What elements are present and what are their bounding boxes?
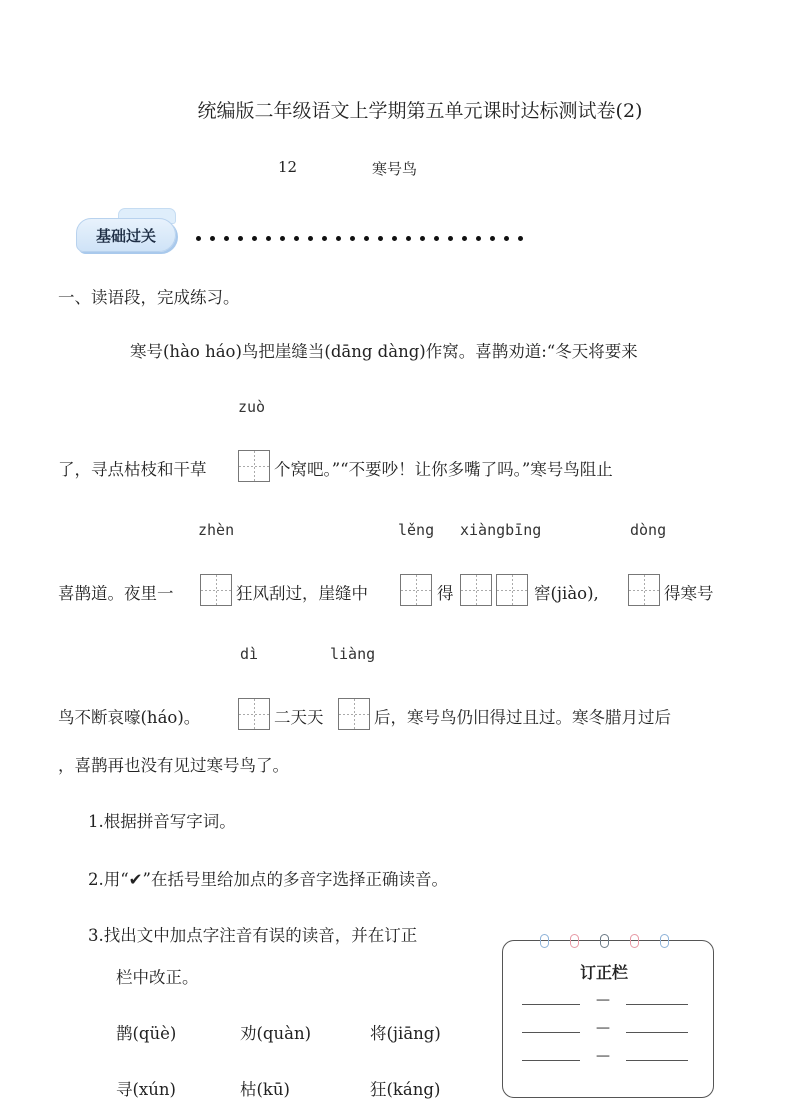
answer-line[interactable] bbox=[626, 1032, 688, 1033]
answer-box[interactable] bbox=[238, 450, 270, 482]
reading-item: 鹊(qüè) bbox=[116, 1024, 177, 1043]
pin-icon bbox=[570, 934, 579, 948]
pin-icon bbox=[540, 934, 549, 948]
pin-icon bbox=[660, 934, 669, 948]
reading-item: 劝(quàn) bbox=[240, 1024, 312, 1043]
subquestion-3: 3.找出文中加点字注音有误的读音，并在订正 bbox=[88, 926, 418, 945]
answer-line[interactable] bbox=[626, 1004, 688, 1005]
passage-line-4b: 二天天 bbox=[274, 708, 324, 727]
dotted-divider bbox=[196, 236, 523, 241]
lesson-number: 12 bbox=[278, 158, 298, 176]
pinyin-dong: dòng bbox=[630, 521, 667, 539]
passage-line-3a: 喜鹊道。夜里一 bbox=[58, 584, 174, 603]
question1-heading: 一、读语段，完成练习。 bbox=[58, 288, 240, 307]
passage-line-4a: 鸟不断哀嚎(háo)。 bbox=[58, 708, 201, 727]
separator: — bbox=[596, 1020, 610, 1036]
section-badge: 基础过关 bbox=[76, 218, 176, 252]
answer-box[interactable] bbox=[200, 574, 232, 606]
pin-icon bbox=[600, 934, 609, 948]
pinyin-zhen: zhèn bbox=[198, 521, 235, 539]
subquestion-2: 2.用“✔”在括号里给加点的多音字选择正确读音。 bbox=[88, 870, 448, 889]
pinyin-zuo: zuò bbox=[238, 398, 266, 416]
answer-line[interactable] bbox=[522, 1032, 580, 1033]
lesson-name: 寒号鸟 bbox=[372, 160, 418, 178]
passage-line-5: ，喜鹊再也没有见过寒号鸟了。 bbox=[58, 756, 289, 775]
correction-card-title: 订正栏 bbox=[580, 963, 629, 982]
pinyin-liang: liàng bbox=[330, 645, 376, 663]
answer-line[interactable] bbox=[626, 1060, 688, 1061]
passage-line-1: 寒号(hào háo)鸟把崖缝当(dāng dàng)作窝。喜鹊劝道:“冬天将要来 bbox=[130, 342, 638, 361]
reading-item: 狂(káng) bbox=[370, 1080, 441, 1099]
answer-box[interactable] bbox=[496, 574, 528, 606]
separator: — bbox=[596, 992, 610, 1008]
page-title: 统编版二年级语文上学期第五单元课时达标测试卷(2) bbox=[197, 100, 643, 122]
answer-box[interactable] bbox=[460, 574, 492, 606]
separator: — bbox=[596, 1048, 610, 1064]
answer-line[interactable] bbox=[522, 1060, 580, 1061]
passage-line-3d: 窖(jiào), bbox=[534, 584, 599, 603]
pinyin-di: dì bbox=[240, 645, 259, 663]
answer-box[interactable] bbox=[238, 698, 270, 730]
answer-line[interactable] bbox=[522, 1004, 580, 1005]
passage-line-2b: 个窝吧。”“不要吵！让你多嘴了吗。”寒号鸟阻止 bbox=[274, 460, 613, 479]
reading-item: 枯(kū) bbox=[240, 1080, 290, 1099]
subquestion-1: 1.根据拼音写字词。 bbox=[88, 812, 236, 831]
passage-line-3e: 得寒号 bbox=[664, 584, 714, 603]
pinyin-xiangbing: xiàngbīng bbox=[460, 521, 542, 539]
subquestion-3-cont: 栏中改正。 bbox=[116, 968, 199, 987]
answer-box[interactable] bbox=[400, 574, 432, 606]
answer-box[interactable] bbox=[338, 698, 370, 730]
answer-box[interactable] bbox=[628, 574, 660, 606]
reading-item: 将(jiāng) bbox=[370, 1024, 441, 1043]
reading-item: 寻(xún) bbox=[116, 1080, 176, 1099]
pinyin-leng: lěng bbox=[398, 521, 435, 539]
pin-icon bbox=[630, 934, 639, 948]
passage-line-2a: 了，寻点枯枝和干草 bbox=[58, 460, 207, 479]
passage-line-3b: 狂风刮过，崖缝中 bbox=[236, 584, 368, 603]
passage-line-3c: 得 bbox=[437, 584, 454, 603]
passage-line-4c: 后，寒号鸟仍旧得过且过。寒冬腊月过后 bbox=[374, 708, 671, 727]
